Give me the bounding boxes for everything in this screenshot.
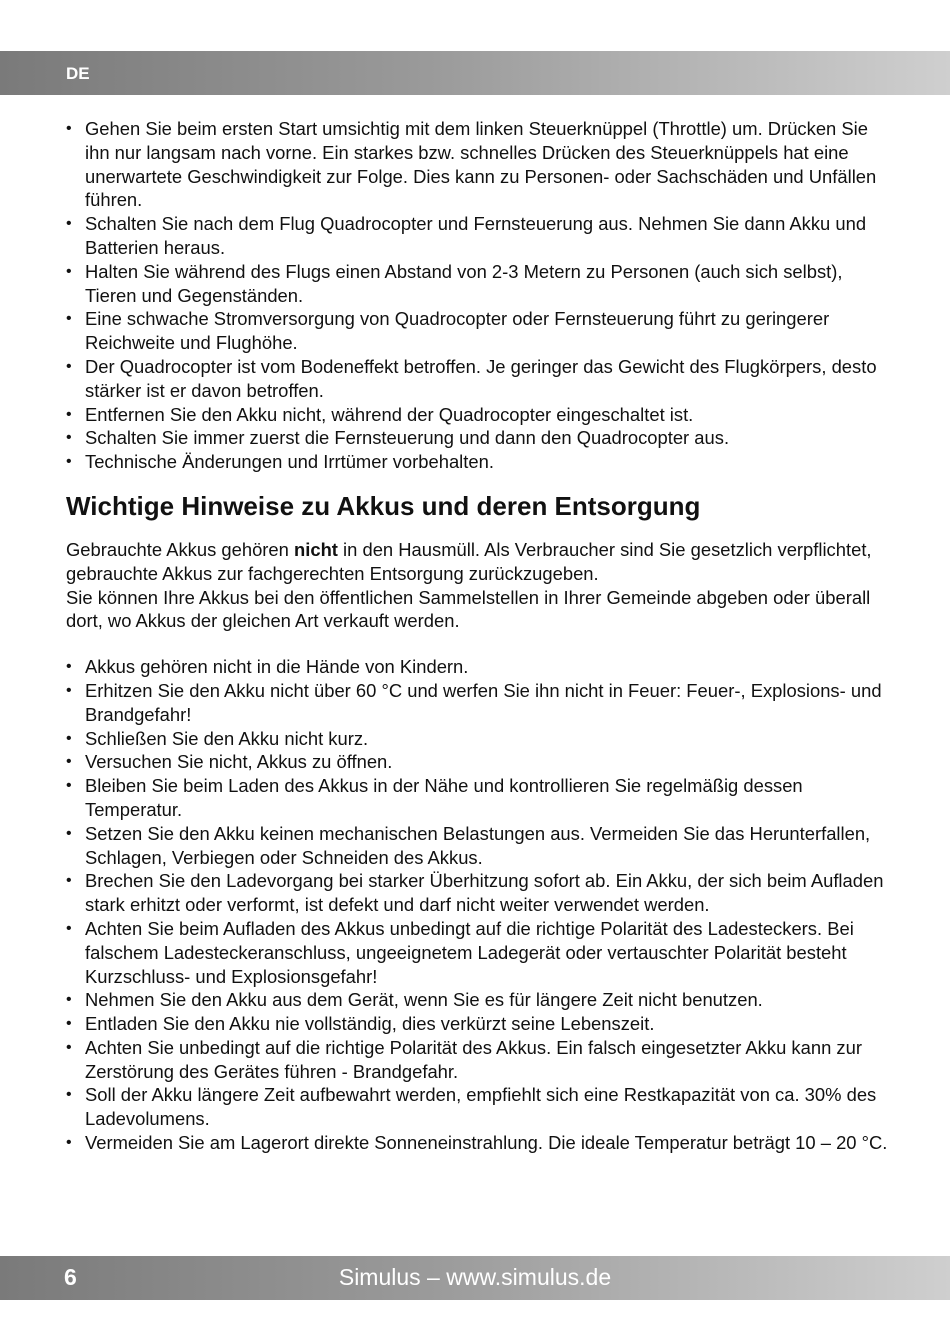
list-item: • Setzen Sie den Akku keinen mechanischen Belastungen aus. Vermeiden Sie das Herunterfallen, Schlagen, Verbiegen oder Schneiden des Akkus. [66, 822, 896, 870]
list-item: • Versuchen Sie nicht, Akkus zu öffnen. [66, 750, 896, 774]
intro-text-start: Gebrauchte Akkus gehören [66, 538, 294, 560]
list-item: • Entfernen Sie den Akku nicht, während der Quadrocopter eingeschaltet ist. [66, 403, 896, 427]
battery-list [66, 655, 896, 1155]
safety-list [66, 117, 896, 474]
list-item: • Entladen Sie den Akku nie vollständig, dies verkürzt seine Lebenszeit. [66, 1012, 896, 1036]
list-item: • Der Quadrocopter ist vom Bodeneffekt betroffen. Je geringer das Gewicht des Flugkörpers, desto stärker ist er davon betroffen. [66, 355, 896, 403]
intro-text-end: in den Hausmüll. Als Verbraucher sind Sie gesetzlich verpflichtet, gebrauchte Akkus zur fachgerechten Entsorgung zurückzugeben. [66, 538, 872, 584]
intro-text-bold: nicht [294, 538, 338, 560]
language-label: DE [66, 64, 90, 83]
list-item: • Schalten Sie nach dem Flug Quadrocopter und Fernsteuerung aus. Nehmen Sie dann Akku und Batterien heraus. [66, 212, 896, 260]
list-item: • Erhitzen Sie den Akku nicht über 60 °C und werfen Sie ihn nicht in Feuer: Feuer-, Explosions- und Brandgefahr! [66, 679, 896, 727]
list-item: • Brechen Sie den Ladevorgang bei starker Überhitzung sofort ab. Ein Akku, der sich beim Aufladen stark erhitzt oder verformt, ist defekt und darf nicht weiter verwendet werden. [66, 869, 896, 917]
section-heading: Wichtige Hinweise zu Akkus und deren Entsorgung [66, 490, 701, 521]
list-item: • Schalten Sie immer zuerst die Fernsteuerung und dann den Quadrocopter aus. [66, 426, 896, 450]
footer-website: Simulus – www.simulus.de [338, 1264, 612, 1290]
list-item: • Achten Sie beim Aufladen des Akkus unbedingt auf die richtige Polarität des Ladesteckers. Bei falschem Ladesteckeranschluss, ungeeignetem Ladegerät oder vertauschter Polarität besteht Kurzschluss- und Explosionsgefahr! [66, 917, 896, 988]
list-item: • Halten Sie während des Flugs einen Abstand von 2-3 Metern zu Personen (auch sich selbst), Tieren und Gegenständen. [66, 260, 896, 308]
list-item: • Bleiben Sie beim Laden des Akkus in der Nähe und kontrollieren Sie regelmäßig dessen Temperatur. [66, 774, 896, 822]
list-item: • Akkus gehören nicht in die Hände von Kindern. [66, 655, 896, 679]
intro-paragraph [66, 538, 896, 633]
list-item: • Technische Änderungen und Irrtümer vorbehalten. [66, 450, 896, 474]
list-item: • Gehen Sie beim ersten Start umsichtig mit dem linken Steuerknüppel (Throttle) um. Drücken Sie ihn nur langsam nach vorne. Ein starkes bzw. schnelles Drücken des Steuerknüppels hat eine unerwartete Geschwindigkeit zur Folge. Dies kann zu Personen- oder Sachschäden und Unfällen führen. [66, 117, 896, 212]
intro-text-second: Sie können Ihre Akkus bei den öffentlichen Sammelstellen in Ihrer Gemeinde abgeben oder überall dort, wo Akkus der gleichen Art verkauft werden. [66, 586, 871, 632]
header-bar [0, 51, 950, 95]
footer-bar [0, 1256, 950, 1300]
page-number: 6 [64, 1264, 77, 1290]
page-content [66, 117, 896, 1155]
list-item: • Eine schwache Stromversorgung von Quadrocopter oder Fernsteuerung führt zu geringerer Reichweite und Flughöhe. [66, 307, 896, 355]
list-item: • Nehmen Sie den Akku aus dem Gerät, wenn Sie es für längere Zeit nicht benutzen. [66, 988, 896, 1012]
list-item: • Achten Sie unbedingt auf die richtige Polarität des Akkus. Ein falsch eingesetzter Akku kann zur Zerstörung des Gerätes führen - Brandgefahr. [66, 1036, 896, 1084]
list-item: • Soll der Akku längere Zeit aufbewahrt werden, empfiehlt sich eine Restkapazität von ca. 30% des Ladevolumens. [66, 1083, 896, 1131]
list-item: • Schließen Sie den Akku nicht kurz. [66, 727, 896, 751]
list-item: • Vermeiden Sie am Lagerort direkte Sonneneinstrahlung. Die ideale Temperatur beträgt 10 – 20 °C. [66, 1131, 896, 1155]
